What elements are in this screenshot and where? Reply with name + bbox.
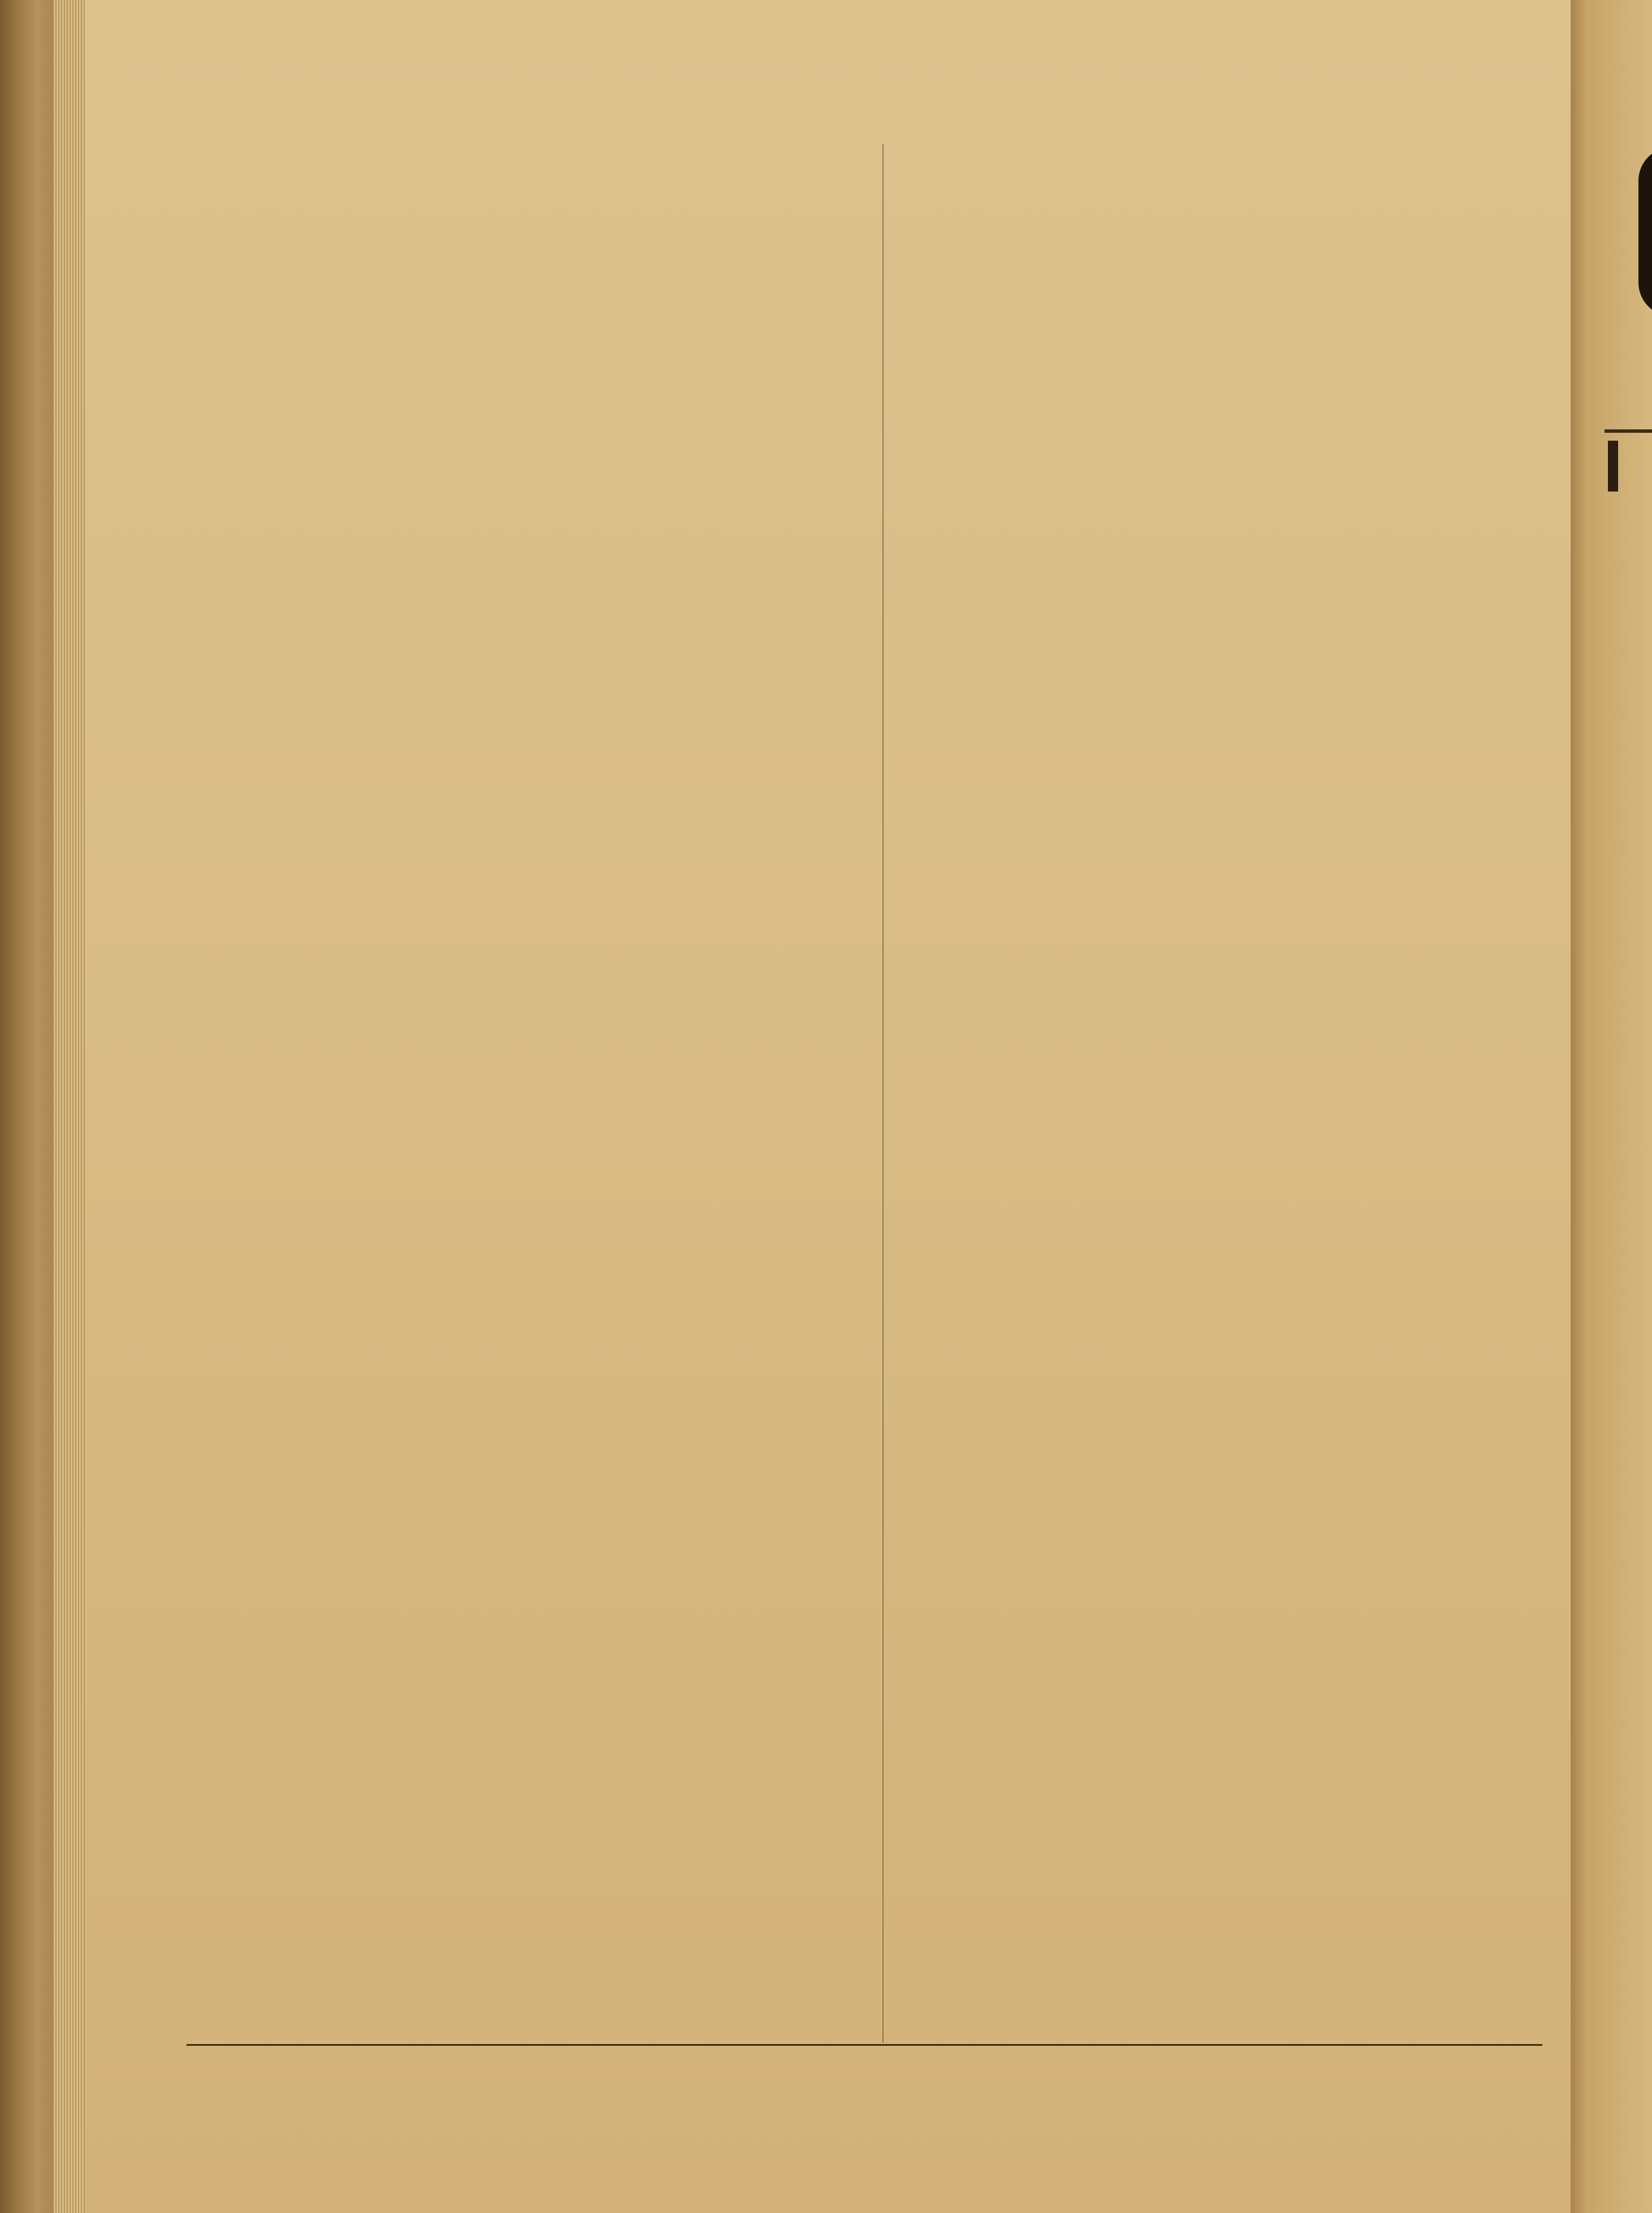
- large-initial-fragment: [1638, 147, 1652, 316]
- newspaper-page: [85, 0, 1571, 2213]
- book-binding-gutter: [0, 0, 54, 2213]
- heading-letter-fragment: [1608, 441, 1618, 492]
- column-divider: [882, 144, 884, 2042]
- footer-rule: [186, 2044, 1542, 2046]
- adjacent-page-edge: [1571, 0, 1652, 2213]
- heading-rule-fragment: [1605, 429, 1652, 433]
- page-stack-edges: [54, 0, 85, 2213]
